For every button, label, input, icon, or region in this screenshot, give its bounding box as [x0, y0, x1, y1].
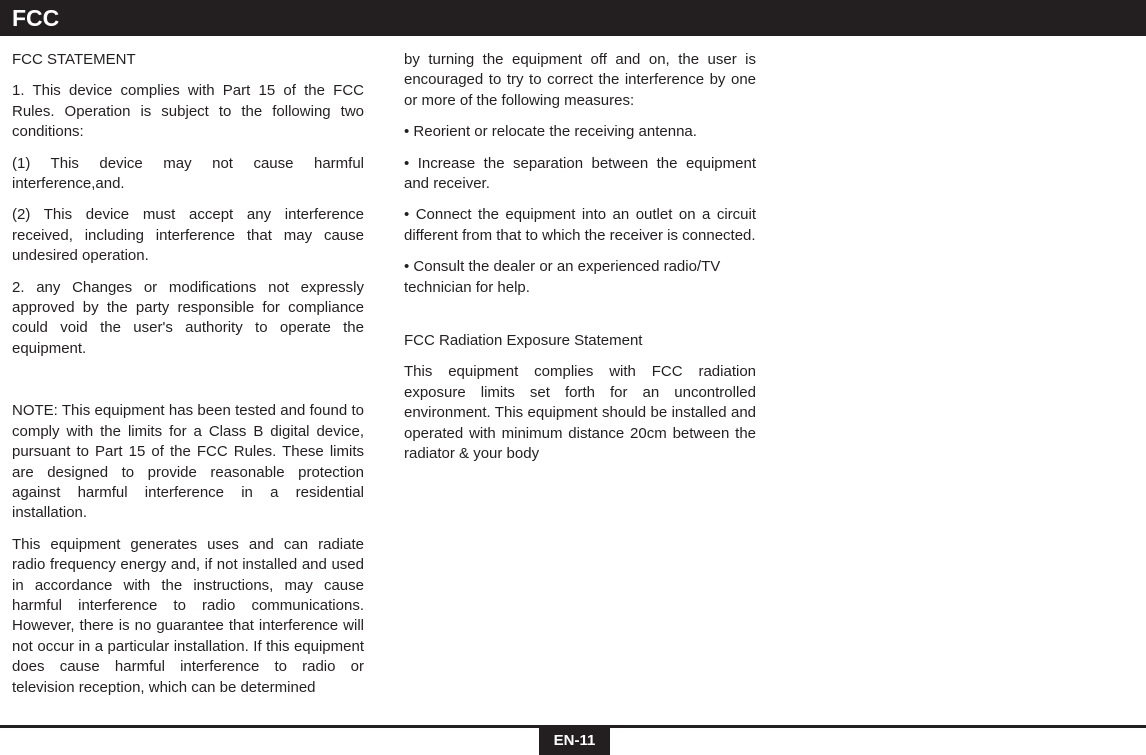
page-number-badge: EN-11 [539, 726, 610, 755]
radiation-statement-paragraph: This equipment complies with FCC radiation exposure limits set forth for an uncontrolled environment. This equipment should be installed and operated with minimum distance 20cm between the radiator & your body [404, 363, 756, 463]
radiation-statement-heading: FCC Radiation Exposure Statement [404, 332, 643, 350]
condition-1-paragraph: (1) This device may not cause harmful interference,and. [12, 154, 364, 193]
condition-2-paragraph: (2) This device must accept any interference received, including interference that may cause undesired operation. [12, 206, 364, 265]
measure-outlet-item: • Connect the equipment into an outlet on a circuit different from that to which the receiver is connected. [404, 206, 756, 244]
measure-separation-item: • Increase the separation between the equipment and receiver. [404, 154, 756, 193]
interference-paragraph: This equipment generates uses and can radiate radio frequency energy and, if not installed and used in accordance with the instructions, may cause harmful interference to radio communications. However, there is no guarantee that interference will not occur in a particular installation. If this equipment does cause harmful interference to radio or television reception, which can be determined [12, 535, 364, 696]
fcc-statement-heading: FCC STATEMENT [12, 51, 136, 68]
page-title: FCC [12, 5, 60, 31]
modifications-paragraph: 2. any Changes or modifications not expressly approved by the party responsible for compliance could void the user's authority to operate the equipment. [12, 278, 364, 357]
measure-reorient-item: • Reorient or relocate the receiving antenna. [404, 123, 697, 141]
measures-intro-paragraph: by turning the equipment off and on, the user is encouraged to try to correct the interference by one or more of the following measures: [404, 51, 756, 109]
right-column [404, 50, 756, 476]
left-column [12, 50, 364, 709]
measure-consult-item: • Consult the dealer or an experienced radio/TV technician for help. [404, 258, 721, 296]
compliance-paragraph: 1. This device complies with Part 15 of the FCC Rules. Operation is subject to the following two conditions: [12, 82, 364, 141]
note-paragraph: NOTE: This equipment has been tested and found to comply with the limits for a Class B digital device, pursuant to Part 15 of the FCC Rules. These limits are designed to provide reasonable protection against harmful interference in a residential installation. [12, 402, 364, 522]
header-bar [0, 0, 1146, 36]
